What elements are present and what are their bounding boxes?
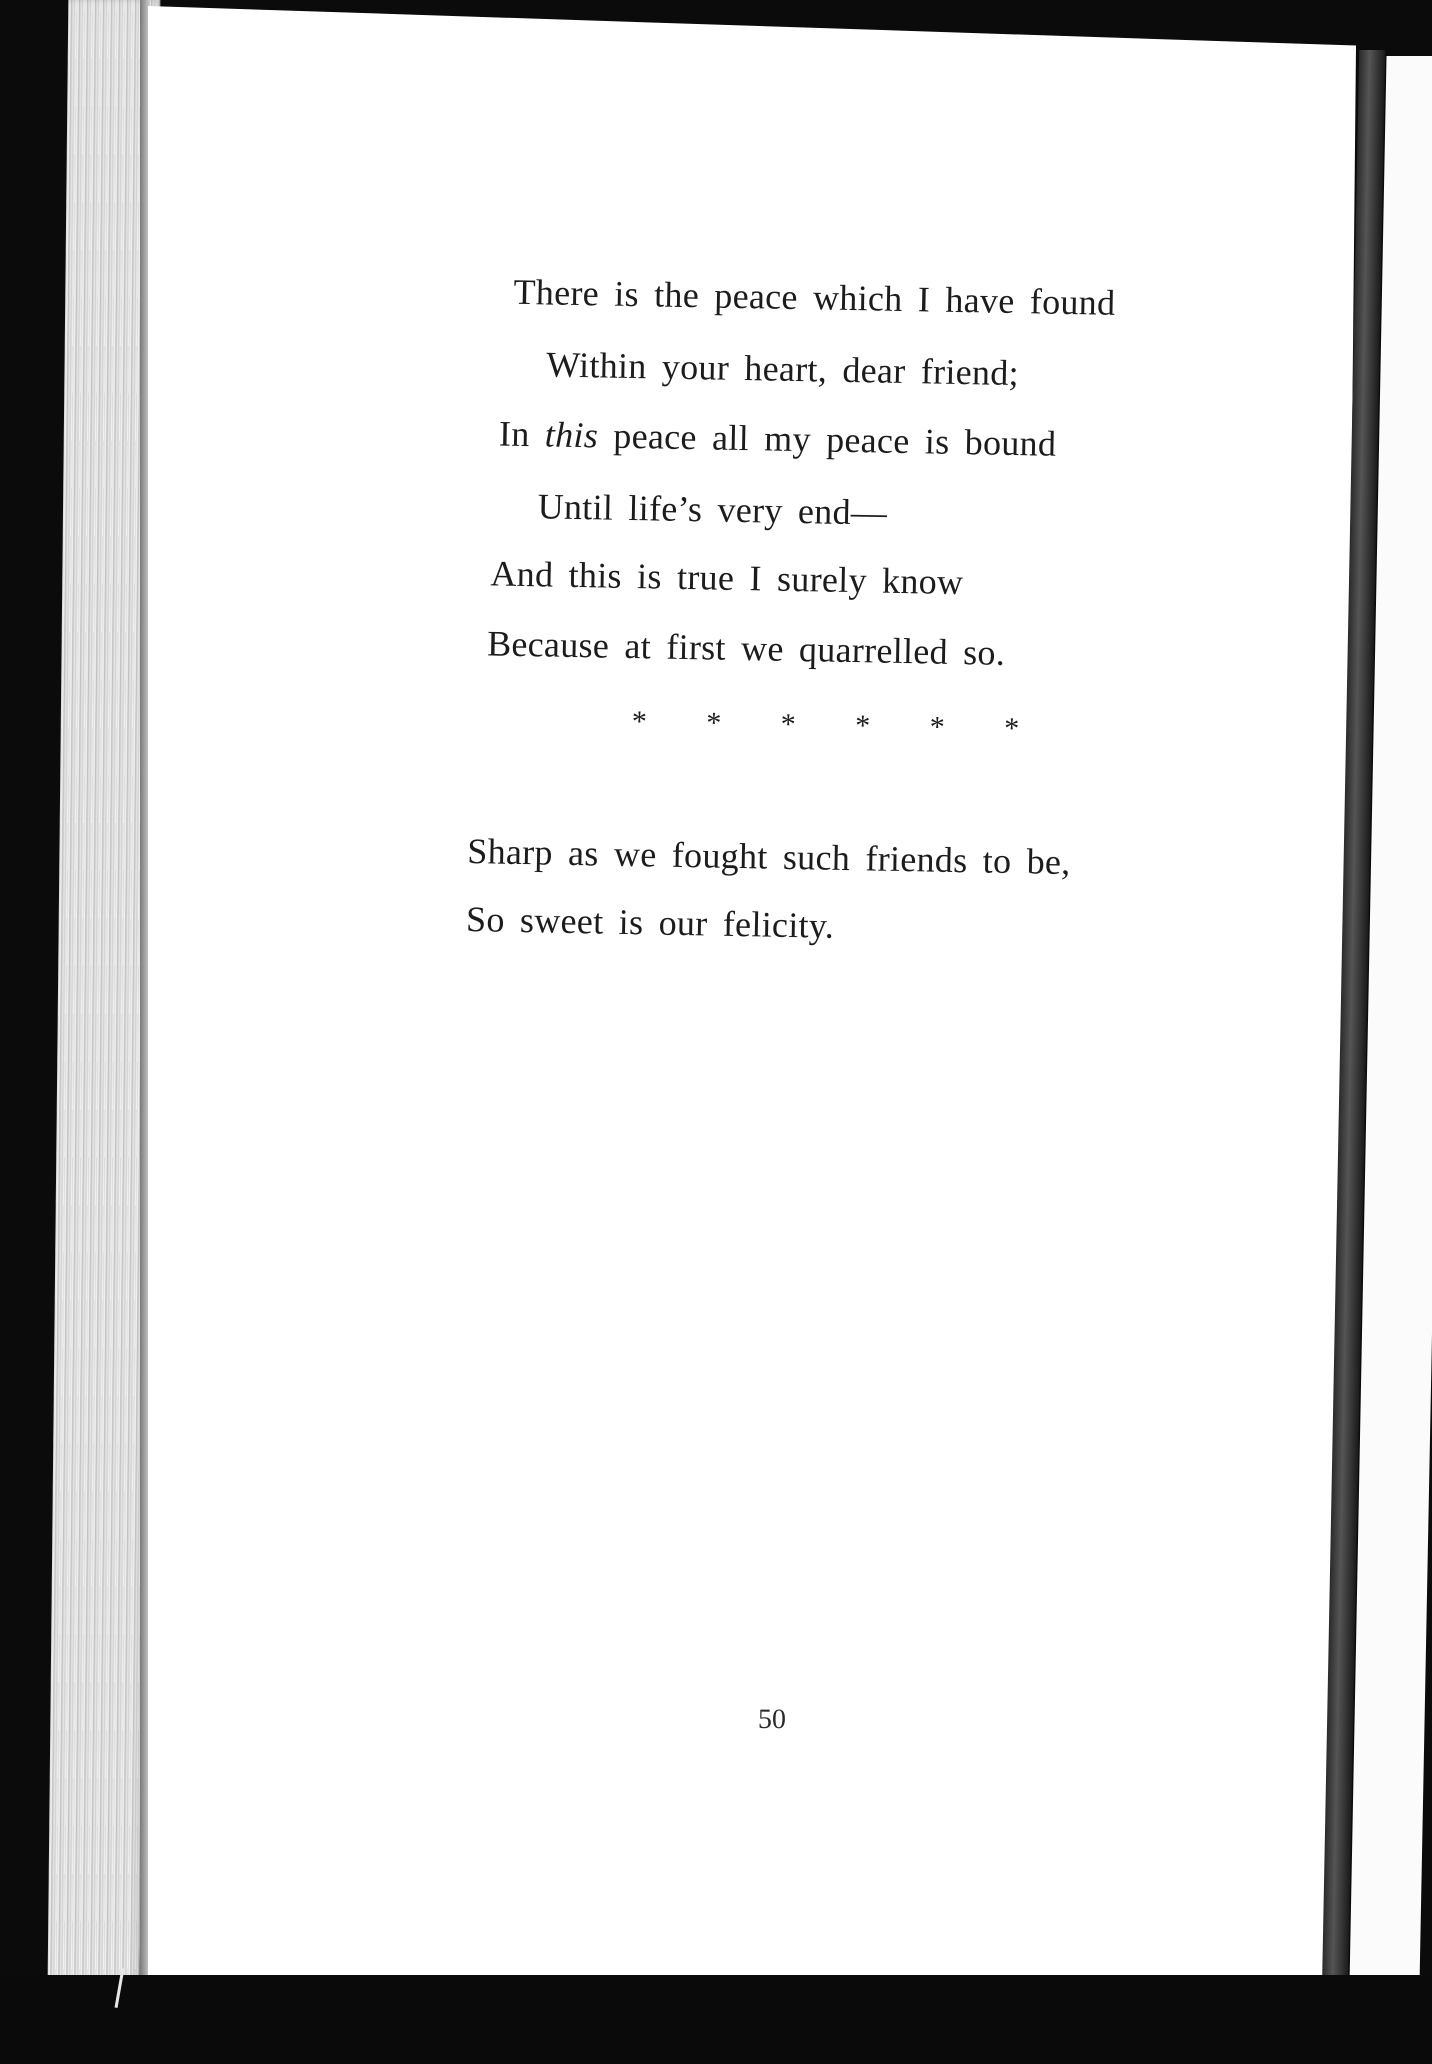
poem-emphasis: this — [544, 414, 599, 456]
poem-line: Because at first we quarrelled so. — [486, 623, 1006, 673]
poem-line: And this is true I surely know — [490, 553, 964, 603]
poem-line: Within your heart, dear friend; — [545, 344, 1020, 394]
scan-bottom-border — [0, 1975, 1432, 2064]
section-separator: * * * * * * — [631, 705, 1046, 746]
page-number: 50 — [757, 1703, 787, 1736]
poem-line: Sharp as we fought such friends to be, — [466, 831, 1071, 883]
poem-line: Until life’s very end— — [537, 486, 888, 533]
poem-line: There is the peace which I have found — [513, 271, 1116, 323]
poem-text-run: In — [498, 413, 546, 455]
poem-text-run: peace all my peace is bound — [597, 415, 1057, 464]
poem-line: So sweet is our felicity. — [465, 899, 835, 946]
